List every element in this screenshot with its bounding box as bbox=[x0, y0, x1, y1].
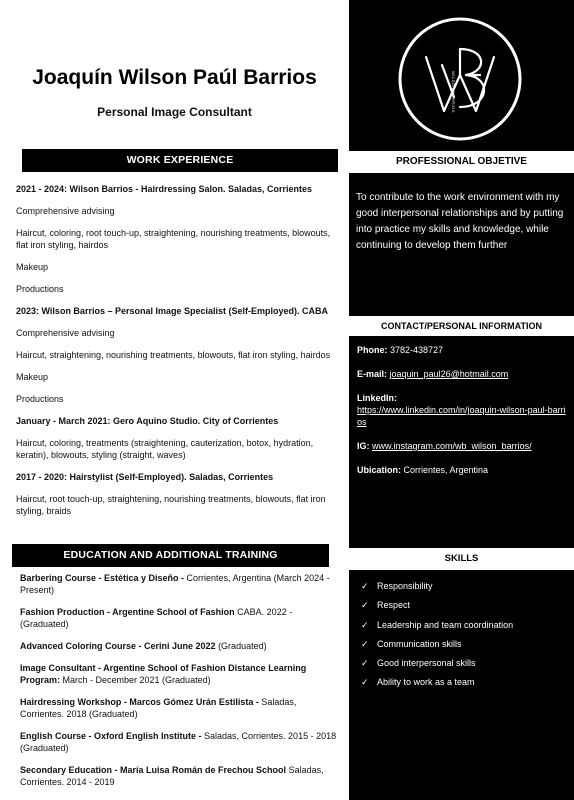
skill-item bbox=[361, 616, 571, 635]
skill-label: Respect bbox=[377, 600, 411, 611]
skill-label: Responsibility bbox=[377, 581, 433, 591]
linkedin-link[interactable]: https://www.linkedin.com/in/joaquin-wilson-paul-barrios bbox=[357, 405, 566, 427]
education-item-detail: (Graduated) bbox=[218, 641, 267, 651]
person-name: Joaquín Wilson Paúl Barrios bbox=[32, 66, 317, 89]
education-item bbox=[20, 640, 342, 652]
contact-email bbox=[357, 368, 569, 380]
work-entry-detail: Haircut, root touch-up, straightening, nourishing treatments, blowouts, flat iron styling, braids bbox=[16, 494, 326, 516]
contact-info bbox=[357, 344, 569, 488]
email-label: E-mail: bbox=[357, 369, 388, 379]
email-link[interactable]: joaquin_paul26@hotmail.com bbox=[389, 369, 509, 379]
skill-item bbox=[361, 596, 571, 615]
education-item-title: Image Consultant - Argentine School of Fashion Distance Learning Program: bbox=[20, 663, 307, 685]
work-entry-detail: Haircut, coloring, root touch-up, straightening, nourishing treatments, blowouts, flat iron styling, hairdos bbox=[16, 228, 331, 250]
work-entry-detail: Makeup bbox=[16, 262, 49, 272]
education-item bbox=[20, 572, 342, 596]
professional-objective-heading: PROFESSIONAL OBJETIVE bbox=[349, 151, 574, 173]
education-item-title: Advanced Coloring Course - Cerini June 2022 bbox=[20, 641, 219, 651]
education-item bbox=[20, 606, 342, 630]
education-item-detail: Saladas, Corrientes. 2015 - 2018 (Graduated) bbox=[20, 731, 337, 753]
skill-item bbox=[361, 673, 571, 692]
work-entry-detail: Comprehensive advising bbox=[16, 328, 115, 338]
skill-label: Leadership and team coordination bbox=[377, 619, 514, 630]
skill-item bbox=[361, 635, 571, 654]
education-item-title: Fashion Production - Argentine School of Fashion bbox=[20, 607, 238, 617]
work-experience-heading: WORK EXPERIENCE bbox=[22, 149, 338, 172]
skill-label: Ability to work as a team bbox=[377, 677, 475, 688]
education-list bbox=[20, 572, 342, 798]
work-entry-detail: Haircut, coloring, treatments (straightening, cauterization, botox, hydration, keratin), blowouts, styling (straight, waves) bbox=[16, 438, 314, 460]
checkmark-icon: ✓ bbox=[361, 658, 369, 669]
linkedin-label: LinkedIn: bbox=[357, 393, 397, 403]
location-label: Ubication: bbox=[357, 465, 401, 475]
right-column bbox=[349, 0, 574, 800]
checkmark-icon: ✓ bbox=[361, 619, 369, 630]
skills-list bbox=[361, 577, 571, 693]
work-entry-heading: January - March 2021: Gero Aquino Studio. City of Corrientes bbox=[16, 416, 279, 426]
education-item bbox=[20, 730, 342, 754]
work-entry-detail: Productions bbox=[16, 394, 64, 404]
work-experience-list bbox=[16, 183, 344, 527]
checkmark-icon: ✓ bbox=[361, 638, 369, 649]
education-heading: EDUCATION AND ADDITIONAL TRAINING bbox=[12, 544, 329, 567]
job-title: Personal Image Consultant bbox=[97, 105, 252, 119]
contact-location bbox=[357, 464, 569, 476]
work-entry-heading: 2023: Wilson Barrios – Personal Image Specialist (Self-Employed). CABA bbox=[16, 306, 329, 316]
education-item-detail: Corrientes, Argentina (March 2024 - Present) bbox=[20, 573, 330, 595]
instagram-link[interactable]: www.instagram.com/wb_wilson_barrios/ bbox=[372, 441, 532, 451]
phone-value: 3782-438727 bbox=[390, 345, 444, 355]
contact-linkedin bbox=[357, 392, 569, 428]
education-item-title: Hairdressing Workshop - Marcos Gómez Urán Estilista - bbox=[20, 697, 262, 707]
education-item-detail: Saladas, Corrientes. 2018 (Graduated) bbox=[20, 697, 297, 719]
phone-label: Phone: bbox=[357, 345, 388, 355]
work-entry-heading: 2021 - 2024: Wilson Barrios - Hairdressing Salon. Saladas, Corrientes bbox=[16, 184, 313, 194]
location-value: Corrientes, Argentina bbox=[403, 465, 489, 475]
education-item bbox=[20, 764, 342, 788]
education-item bbox=[20, 696, 342, 720]
education-item-detail: March - December 2021 (Graduated) bbox=[62, 675, 211, 685]
education-item-title: English Course - Oxford English Institute - bbox=[20, 731, 205, 741]
work-entry-detail: Productions bbox=[16, 284, 64, 294]
checkmark-icon: ✓ bbox=[361, 677, 369, 688]
skill-label: Good interpersonal skills bbox=[377, 658, 476, 669]
education-item-title: Barbering Course - Estética y Diseño - bbox=[20, 573, 187, 583]
instagram-label: IG: bbox=[357, 441, 370, 451]
skills-heading: SKILLS bbox=[349, 548, 574, 570]
education-item-title: Secondary Education - María Luisa Román de Frechou School bbox=[20, 765, 289, 775]
work-entry-detail: Comprehensive advising bbox=[16, 206, 115, 216]
skill-label: Communication skills bbox=[377, 638, 462, 649]
work-entry-detail: Haircut, straightening, nourishing treatments, blowouts, flat iron styling, hairdos bbox=[16, 350, 331, 360]
contact-phone bbox=[357, 344, 569, 356]
skill-item bbox=[361, 654, 571, 673]
education-item-detail: Saladas, Corrientes. 2014 - 2019 bbox=[20, 765, 324, 787]
education-item bbox=[20, 662, 342, 686]
work-entry-heading: 2017 - 2020: Hairstylist (Self-Employed). Saladas, Corrientes bbox=[16, 472, 274, 482]
wb-monogram-logo-icon bbox=[396, 15, 524, 143]
logo-mark-text: WILSON BARRIOS bbox=[451, 71, 456, 113]
work-entry-detail: Makeup bbox=[16, 372, 49, 382]
checkmark-icon: ✓ bbox=[361, 581, 369, 591]
contact-heading: CONTACT/PERSONAL INFORMATION bbox=[349, 316, 574, 336]
education-item-detail: CABA. 2022 - (Graduated) bbox=[20, 607, 293, 629]
skill-item bbox=[361, 577, 571, 596]
contact-instagram bbox=[357, 440, 569, 452]
professional-objective-text: To contribute to the work environment with my good interpersonal relationships and by putting into practice my skills and knowledge, while continuing to develop them further bbox=[356, 192, 564, 251]
checkmark-icon: ✓ bbox=[361, 600, 369, 611]
